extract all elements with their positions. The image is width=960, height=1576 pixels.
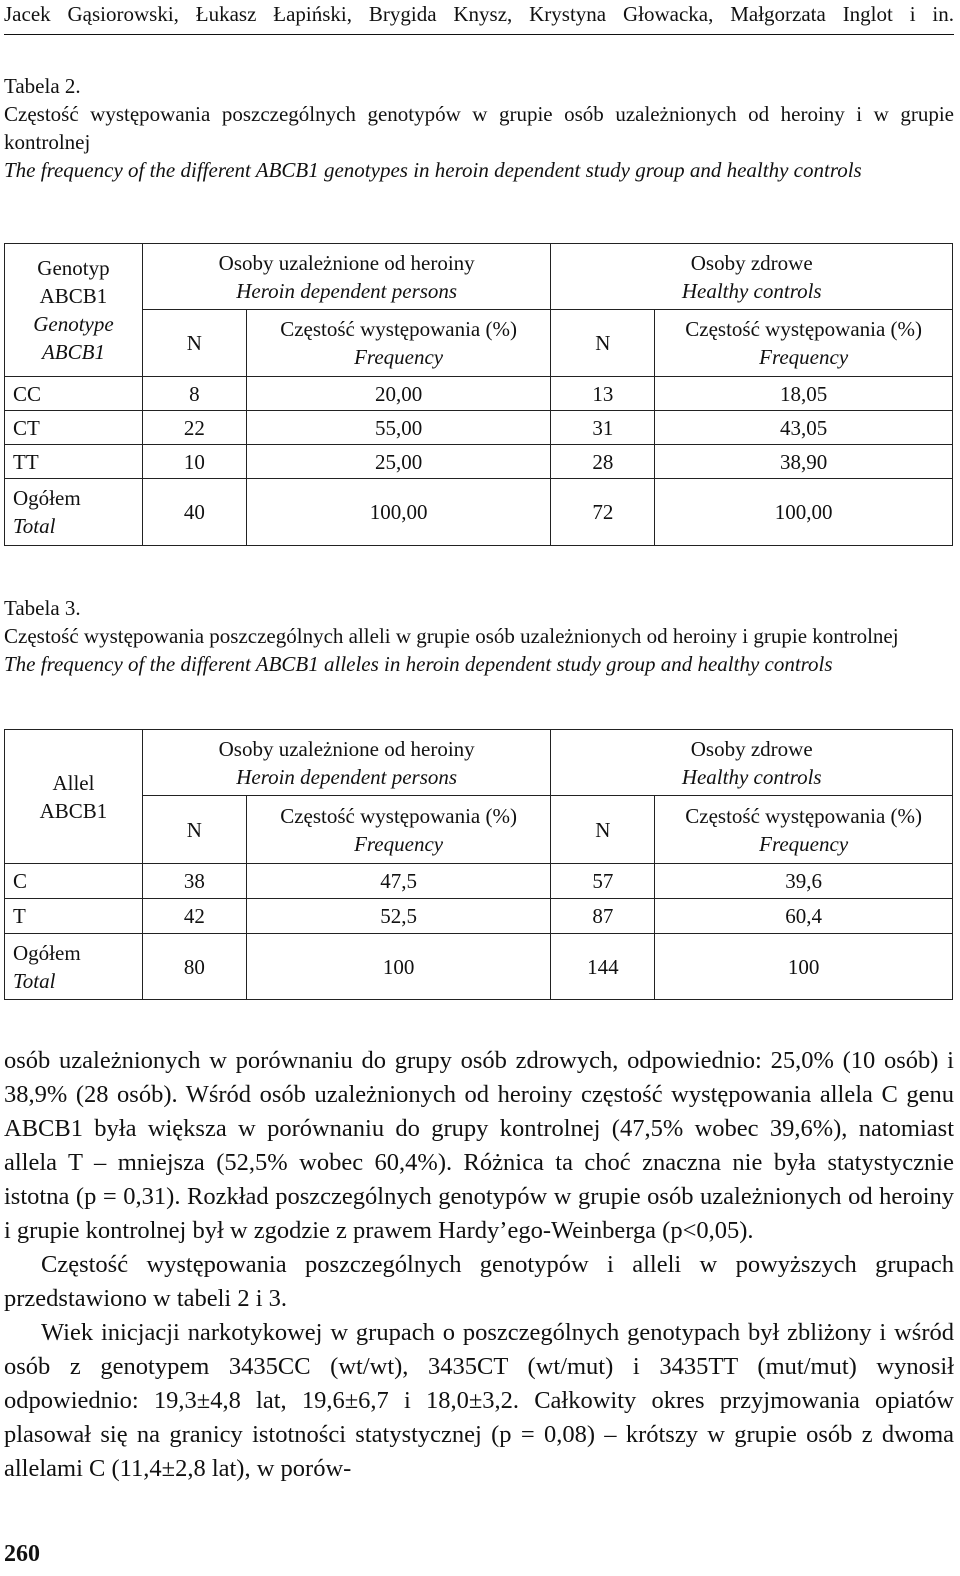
table2-total-label: Ogółem Total: [5, 479, 143, 546]
table3-header-allele: Allel ABCB1: [5, 730, 143, 864]
table2-header-freq-dependent: Częstość występowania (%) Frequency: [246, 310, 551, 377]
table2-cell-n2: 28: [551, 445, 655, 479]
table3-header-freq-dependent: Częstość występowania (%) Frequency: [246, 796, 551, 864]
table2-cell-n2: 13: [551, 377, 655, 411]
table2-title-en: The frequency of the different ABCB1 genotypes in heroin dependent study group and healthy controls: [4, 158, 862, 182]
header-rule: [4, 34, 954, 35]
table2-caption: [4, 72, 954, 184]
table-row: [5, 864, 953, 899]
table3-total-f1: 100: [246, 934, 551, 1000]
table2: [4, 243, 953, 546]
table2-total-n1: 40: [142, 479, 246, 546]
table2-header-group-dependent: Osoby uzależnione od heroiny Heroin dependent persons: [142, 244, 551, 310]
table3: [4, 729, 953, 1000]
table2-header-n-dependent: N: [142, 310, 246, 377]
table3-label: Tabela 3.: [4, 596, 81, 620]
table3-cell-n1: 42: [142, 899, 246, 934]
table2-title-pl: Częstość występowania poszczególnych genotypów w grupie osób uzależnionych od heroiny i w grupie kontrolnej: [4, 102, 954, 154]
table2-cell-f2: 38,90: [655, 445, 953, 479]
table3-header-n-dependent: N: [142, 796, 246, 864]
table2-total-f1: 100,00: [246, 479, 551, 546]
table3-cell-n1: 38: [142, 864, 246, 899]
page-number: 260: [4, 1541, 40, 1567]
table3-header-group-healthy: Osoby zdrowe Healthy controls: [551, 730, 953, 796]
table2-cell-n1: 10: [142, 445, 246, 479]
table3-total-label: Ogółem Total: [5, 934, 143, 1000]
table3-title-pl: Częstość występowania poszczególnych alleli w grupie osób uzależnionych od heroiny i grupie kontrolnej: [4, 624, 899, 648]
table-row: [5, 899, 953, 934]
table2-cell-f1: 55,00: [246, 411, 551, 445]
table-row-total: [5, 934, 953, 1000]
table3-total-n2: 144: [551, 934, 655, 1000]
table-row: [5, 445, 953, 479]
table2-header-n-healthy: N: [551, 310, 655, 377]
table3-cell-f2: 60,4: [655, 899, 953, 934]
table2-total-f2: 100,00: [655, 479, 953, 546]
running-header: Jacek Gąsiorowski, Łukasz Łapiński, Brygida Knysz, Krystyna Głowacka, Małgorzata Inglot i in.: [4, 2, 954, 26]
table3-total-f2: 100: [655, 934, 953, 1000]
table3-caption: [4, 594, 954, 678]
table2-header-genotype: Genotyp ABCB1 Genotype ABCB1: [5, 244, 143, 377]
table3-cell-f1: 47,5: [246, 864, 551, 899]
body-text: [4, 1044, 954, 1486]
paragraph-2: Częstość występowania poszczególnych genotypów i alleli w powyższych grupach przedstawiono w tabeli 2 i 3.: [4, 1251, 954, 1312]
table2-row-label: CC: [5, 377, 143, 411]
table-row: [5, 411, 953, 445]
paragraph-3: Wiek inicjacji narkotykowej w grupach o poszczególnych genotypach był zbliżony i wśród osób z genotypem 3435CC (wt/wt), 3435CT (wt/mut) i 3435TT (mut/mut) wynosił odpowiednio: 19,3±4,8 lat, 19,6±6,7 i 18,0±3,2. Całkowity okres przyjmowania opiatów plasował się na granicy istotności statystycznej (p = 0,08) – krótszy w grupie osób z dwoma allelami C (11,4±2,8 lat), w porów-: [4, 1319, 954, 1482]
table2-cell-f1: 25,00: [246, 445, 551, 479]
table2-header-group-healthy: Osoby zdrowe Healthy controls: [551, 244, 953, 310]
table2-row-label: CT: [5, 411, 143, 445]
table3-cell-n2: 87: [551, 899, 655, 934]
table2-cell-f2: 43,05: [655, 411, 953, 445]
table-row: [5, 377, 953, 411]
table3-total-n1: 80: [142, 934, 246, 1000]
table3-header-freq-healthy: Częstość występowania (%) Frequency: [655, 796, 953, 864]
table-row-total: [5, 479, 953, 546]
table3-cell-f1: 52,5: [246, 899, 551, 934]
table3-row-label: C: [5, 864, 143, 899]
table2-cell-f2: 18,05: [655, 377, 953, 411]
table3-header-n-healthy: N: [551, 796, 655, 864]
table2-label: Tabela 2.: [4, 74, 81, 98]
table3-cell-f2: 39,6: [655, 864, 953, 899]
table2-header-freq-healthy: Częstość występowania (%) Frequency: [655, 310, 953, 377]
paragraph-1: osób uzależnionych w porównaniu do grupy osób zdrowych, odpowiednio: 25,0% (10 osób) i 38,9% (28 osób). Wśród osób uzależnionych od heroiny częstość występowania allela C genu ABCB1 była większa w porównaniu do grupy kontrolnej (47,5% wobec 39,6%), natomiast allela T – mniejsza (52,5% wobec 60,4%). Różnica ta choć znaczna nie była statystycznie istotna (p = 0,31). Rozkład poszczególnych genotypów w grupie osób uzależnionych od heroiny i grupie kontrolnej był w zgodzie z prawem Hardy’ego-Weinberga (p<0,05).: [4, 1047, 954, 1244]
table2-total-n2: 72: [551, 479, 655, 546]
table3-header-group-dependent: Osoby uzależnione od heroiny Heroin dependent persons: [142, 730, 551, 796]
table3-row-label: T: [5, 899, 143, 934]
table3-cell-n2: 57: [551, 864, 655, 899]
table2-row-label: TT: [5, 445, 143, 479]
table2-cell-n1: 8: [142, 377, 246, 411]
table3-title-en: The frequency of the different ABCB1 alleles in heroin dependent study group and healthy controls: [4, 652, 833, 676]
table2-cell-f1: 20,00: [246, 377, 551, 411]
table2-cell-n2: 31: [551, 411, 655, 445]
table2-cell-n1: 22: [142, 411, 246, 445]
